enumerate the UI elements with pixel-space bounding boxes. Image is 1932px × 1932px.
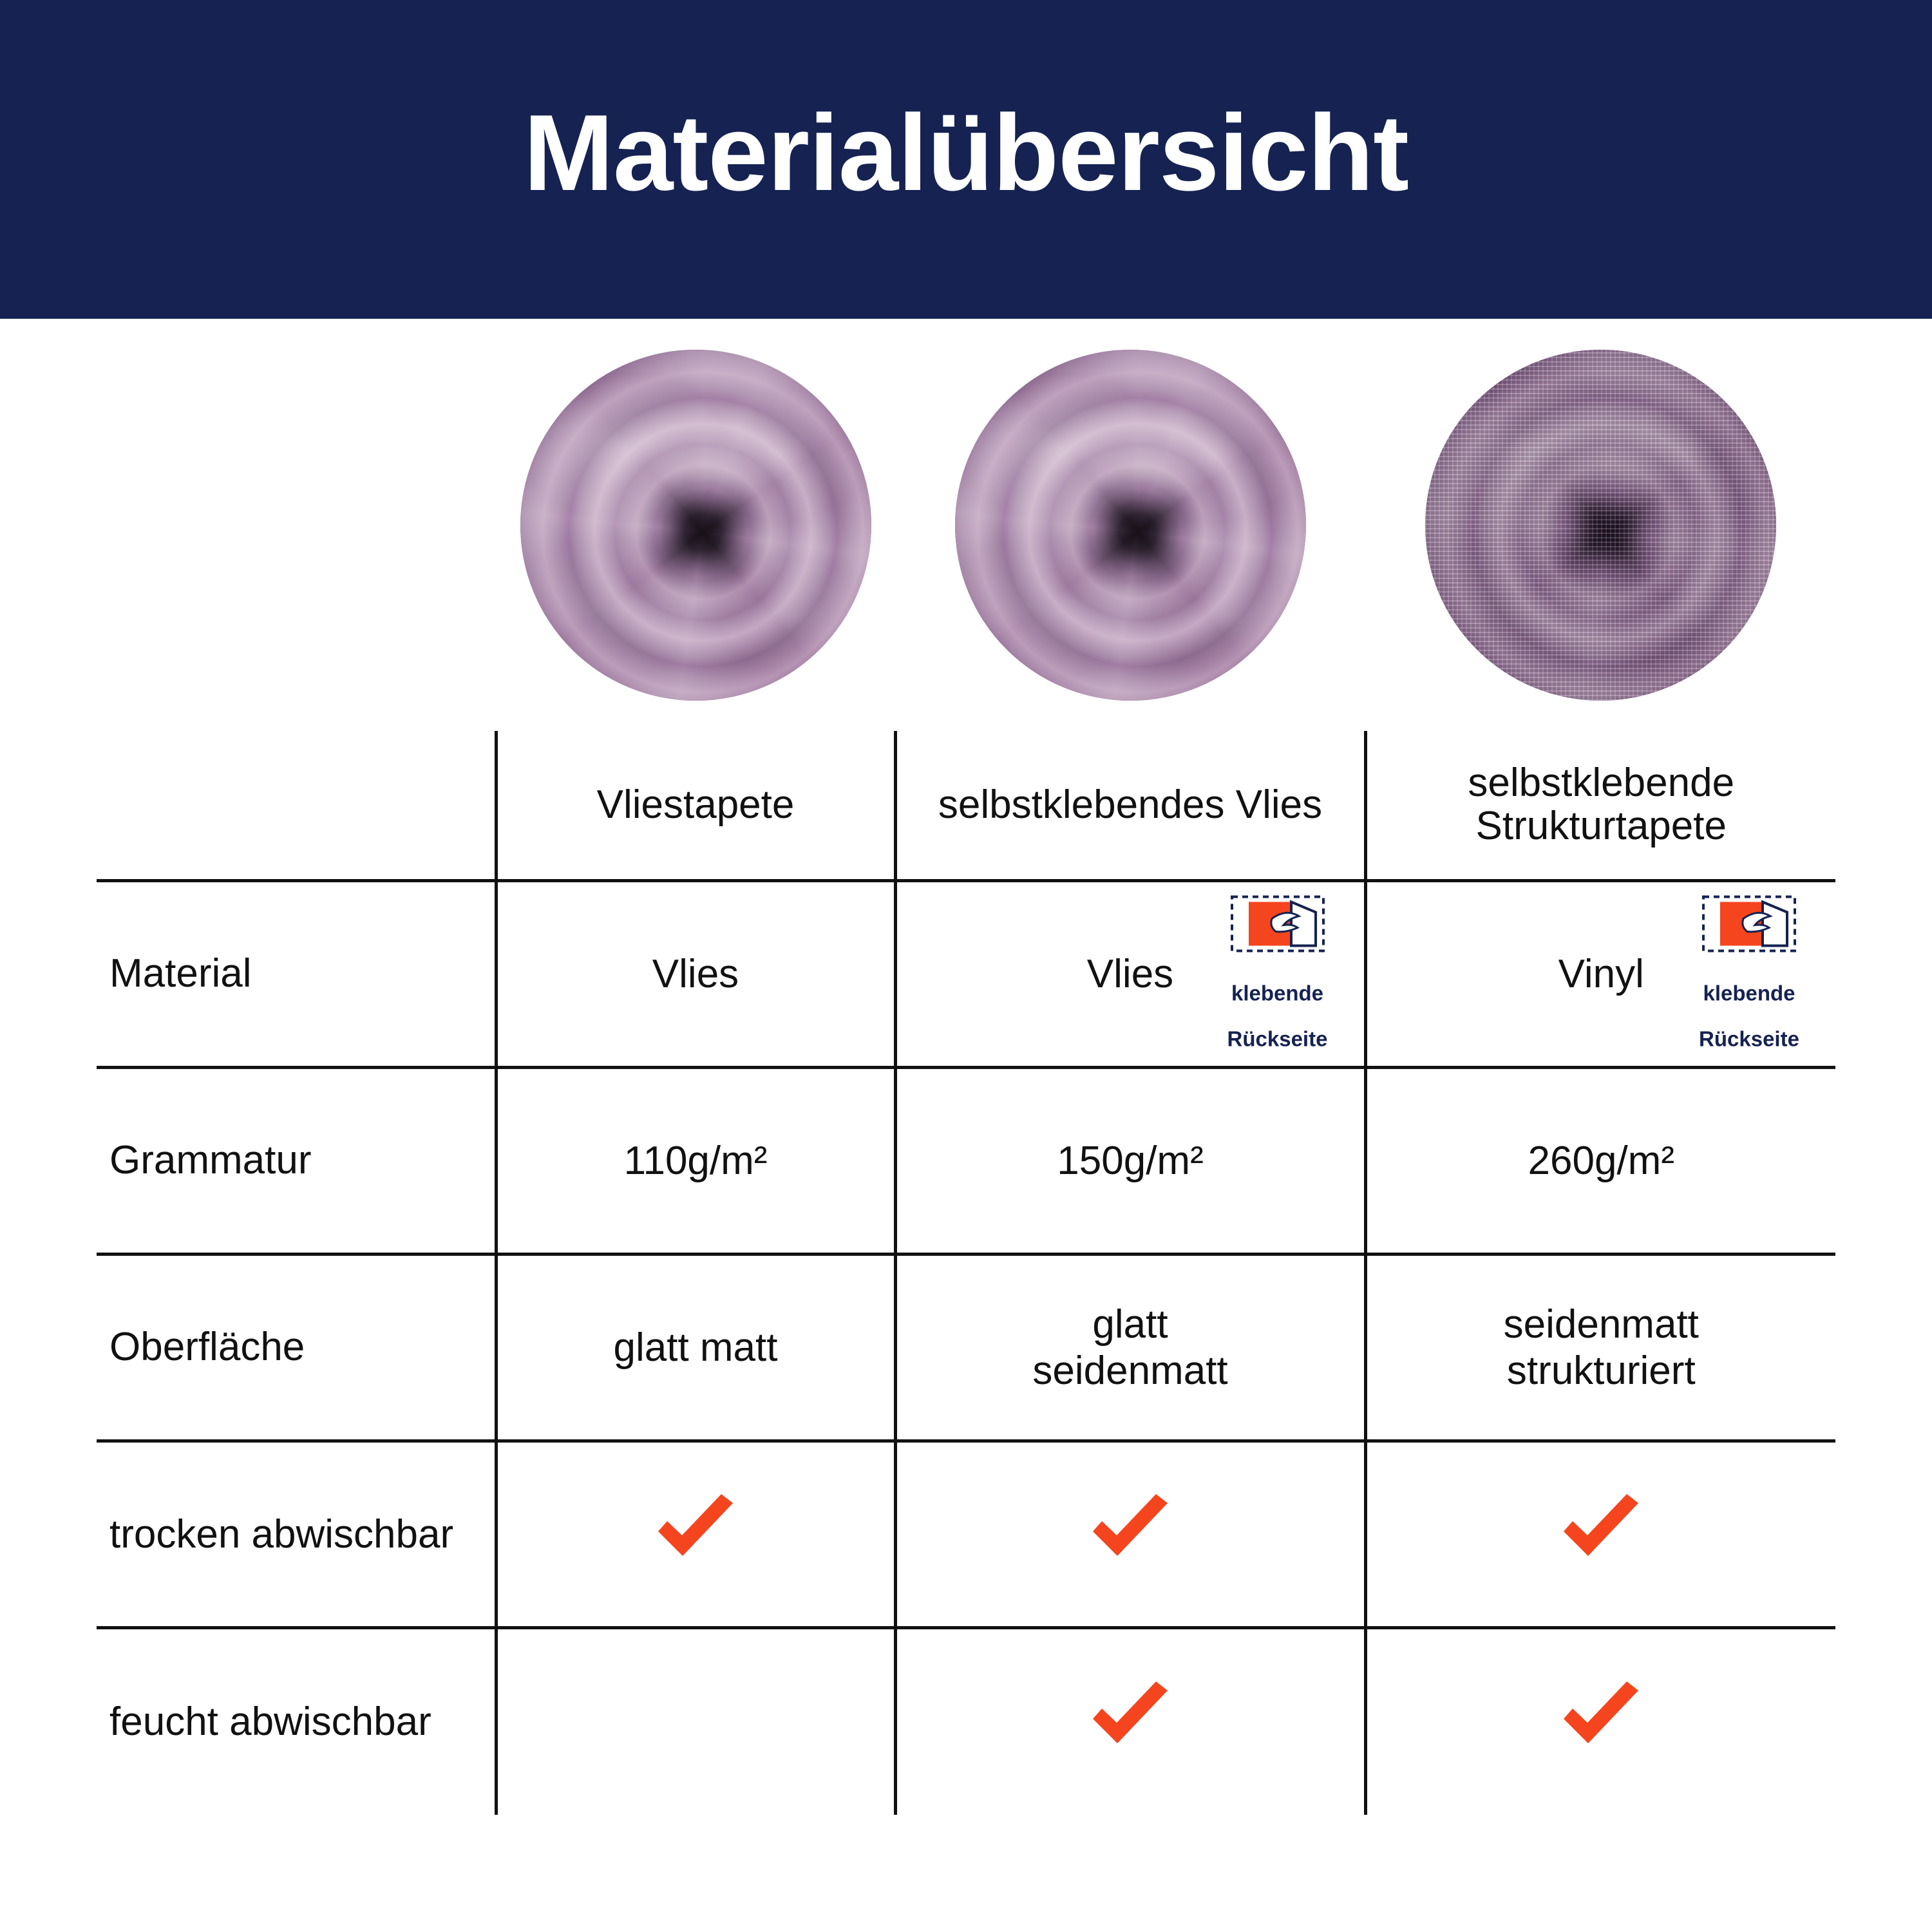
adhesive-back-badge	[1672, 893, 1826, 1056]
swatch-cell-selbstklebendes-vlies	[895, 319, 1365, 731]
table-row	[97, 1628, 1835, 1815]
header-cell-vliestapete	[496, 731, 895, 881]
cell-grammatur-selbstklebendes-vlies: 150g/m²	[895, 1068, 1365, 1255]
rose-petals-icon	[955, 350, 1306, 701]
cell-feucht-selbstklebendes-vlies	[895, 1628, 1365, 1815]
swatch-cell-vliestapete	[496, 319, 895, 731]
check-icon	[1556, 1494, 1646, 1565]
check-icon	[1085, 1681, 1175, 1752]
adhesive-back-label-line1: klebende	[1231, 981, 1324, 1005]
table-row	[97, 1255, 1835, 1441]
image-row-spacer	[97, 319, 496, 731]
texture-weave-icon	[1425, 350, 1776, 701]
row-label-trocken-abwischbar: trocken abwischbar	[97, 1441, 496, 1628]
cell-value: Vinyl	[1558, 952, 1644, 996]
cell-value: Vlies	[1086, 952, 1174, 996]
adhesive-back-label-line1: klebende	[1703, 981, 1795, 1005]
row-label-material: Material	[97, 881, 496, 1068]
adhesive-back-label-line2: Rückseite	[1699, 1027, 1799, 1050]
header-cell-selbstklebendes-vlies	[895, 731, 1365, 881]
column-label-vliestapete: Vliestapete	[596, 782, 795, 827]
table-row	[97, 881, 1835, 1068]
rose-swatch-selbstklebende-strukturtapete	[1425, 350, 1776, 701]
table-image-row	[97, 319, 1835, 731]
page-header	[0, 0, 1932, 319]
cell-material-selbstklebende-strukturtapete	[1365, 881, 1835, 1068]
table-row	[97, 1441, 1835, 1628]
cell-trocken-selbstklebendes-vlies	[895, 1441, 1365, 1628]
cell-oberflaeche-vliestapete: glatt matt	[496, 1255, 895, 1441]
check-icon	[650, 1494, 741, 1565]
cell-material-selbstklebendes-vlies	[895, 881, 1365, 1068]
adhesive-back-icon	[1229, 919, 1326, 963]
rose-petals-icon	[520, 350, 871, 701]
swatch-cell-selbstklebende-strukturtapete	[1365, 319, 1835, 731]
cell-grammatur-vliestapete: 110g/m²	[496, 1068, 895, 1255]
cell-feucht-selbstklebende-strukturtapete	[1365, 1628, 1835, 1815]
adhesive-back-icon	[1701, 919, 1797, 963]
rose-swatch-selbstklebendes-vlies	[955, 350, 1306, 701]
header-cell-empty	[97, 731, 496, 881]
column-label-selbstklebende-strukturtapete: selbstklebende Strukturtapete	[1468, 761, 1735, 848]
cell-grammatur-selbstklebende-strukturtapete: 260g/m²	[1365, 1068, 1835, 1255]
row-label-oberflaeche: Oberfläche	[97, 1255, 496, 1441]
cell-material-vliestapete: Vlies	[496, 881, 895, 1068]
adhesive-back-label	[1227, 981, 1328, 1050]
page-title: Materialübersicht	[523, 91, 1409, 213]
material-overview-content	[0, 319, 1932, 1815]
table-row	[97, 1068, 1835, 1255]
material-comparison-table	[97, 319, 1835, 1815]
cell-oberflaeche-selbstklebende-strukturtapete: seidenmatt strukturiert	[1365, 1255, 1835, 1441]
rose-swatch-vliestapete	[520, 350, 871, 701]
check-icon	[1085, 1494, 1175, 1565]
row-label-grammatur: Grammatur	[97, 1068, 496, 1255]
cell-feucht-vliestapete	[496, 1628, 895, 1815]
cell-oberflaeche-selbstklebendes-vlies: glatt seidenmatt	[895, 1255, 1365, 1441]
table-header-row	[97, 731, 1835, 881]
adhesive-back-badge	[1200, 893, 1355, 1056]
cell-trocken-vliestapete	[496, 1441, 895, 1628]
cell-trocken-selbstklebende-strukturtapete	[1365, 1441, 1835, 1628]
check-icon	[1556, 1681, 1646, 1752]
adhesive-back-label	[1699, 981, 1799, 1050]
row-label-feucht-abwischbar: feucht abwischbar	[97, 1628, 496, 1815]
column-label-selbstklebendes-vlies: selbstklebendes Vlies	[938, 782, 1323, 827]
header-cell-selbstklebende-strukturtapete	[1365, 731, 1835, 881]
adhesive-back-label-line2: Rückseite	[1227, 1027, 1328, 1050]
